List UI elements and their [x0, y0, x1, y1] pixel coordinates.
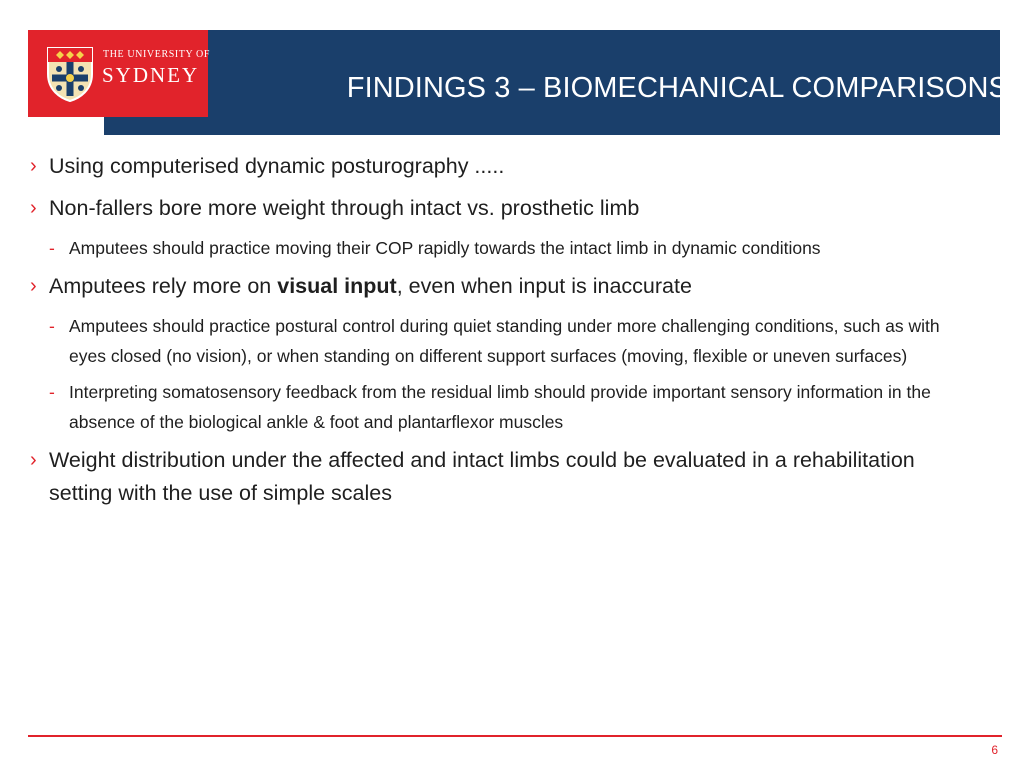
sub-bullet-marker: -: [49, 316, 55, 336]
sub-bullet-item: [49, 311, 980, 371]
bullet-text-after: , even when input is inaccurate: [396, 274, 692, 298]
slide-content: [30, 150, 980, 519]
sub-bullet-item: [49, 233, 980, 263]
bullet-item: [30, 150, 980, 183]
bullet-marker: ›: [30, 155, 37, 177]
logo-name: SYDNEY: [102, 63, 200, 87]
bullet-text-bold: visual input: [277, 274, 397, 298]
sub-bullet-marker: -: [49, 382, 55, 402]
footer-divider: [28, 735, 1002, 737]
bullet-text: Weight distribution under the affected and intact limbs could be evaluated in a rehabilitation setting with the use of simple scales: [49, 448, 915, 505]
sub-bullet-text: Interpreting somatosensory feedback from the residual limb should provide important sensory information in the absence of the biological ankle & foot and plantarflexor muscles: [69, 382, 931, 432]
sub-bullet-text: Amputees should practice postural control during quiet standing under more challenging conditions, such as with eyes closed (no vision), or when standing on different support surfaces (moving, flexible or uneven surfaces): [69, 316, 940, 366]
university-logo: [28, 30, 211, 117]
bullet-marker: ›: [30, 197, 37, 219]
bullet-item: [30, 444, 980, 510]
bullet-marker: ›: [30, 275, 37, 297]
slide-title: FINDINGS 3 – BIOMECHANICAL COMPARISONS: [346, 72, 1008, 104]
bullet-item: [30, 192, 980, 225]
bullet-item: [30, 270, 980, 303]
sub-bullet-text: Amputees should practice moving their COP rapidly towards the intact limb in dynamic conditions: [69, 238, 821, 258]
crest-icon: [46, 46, 94, 102]
sub-bullet-marker: -: [49, 238, 55, 258]
logo-small-text: THE UNIVERSITY OF: [103, 49, 211, 60]
bullet-text: Non-fallers bore more weight through intact vs. prosthetic limb: [49, 196, 640, 220]
bullet-text: Using computerised dynamic posturography .....: [49, 154, 505, 178]
sub-bullet-item: [49, 377, 980, 437]
bullet-marker: ›: [30, 449, 37, 471]
page-number: 6: [991, 743, 998, 757]
bullet-text-before: Amputees rely more on: [49, 274, 278, 298]
